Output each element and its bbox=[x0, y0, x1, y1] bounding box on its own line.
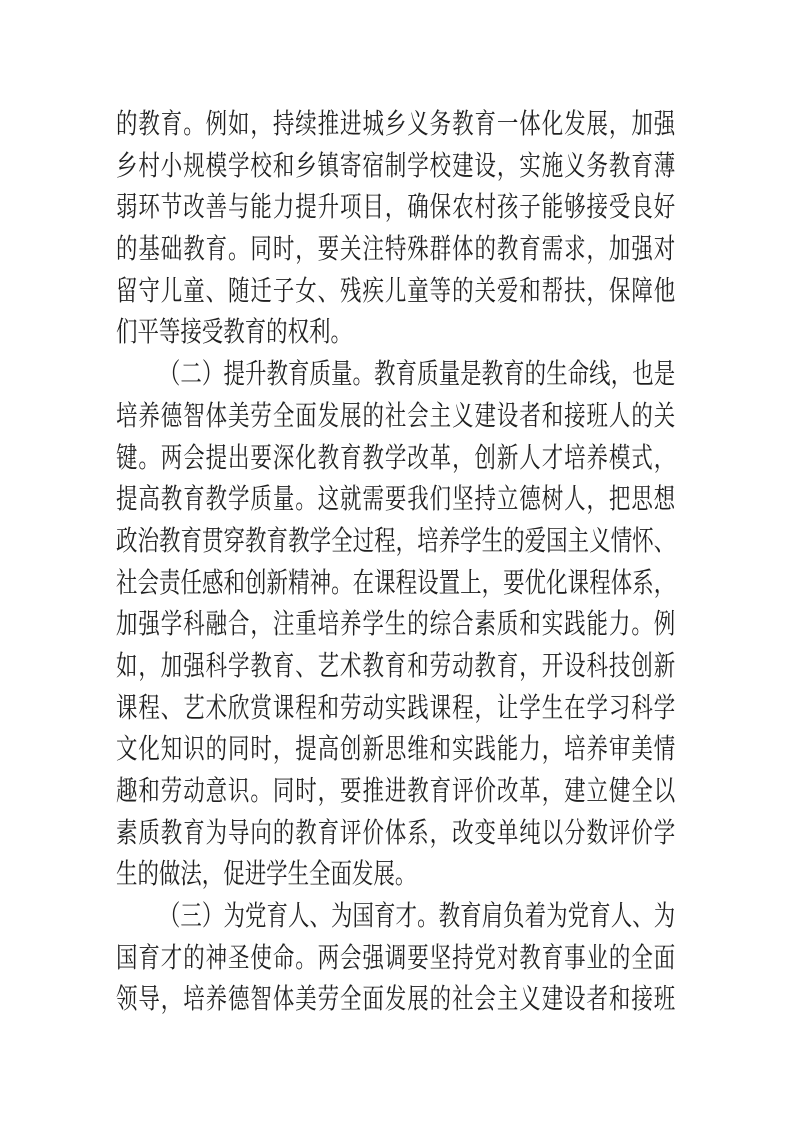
section-heading-line-2: （二）提升教育质量。教育质量是教育的生命线，也是 bbox=[158, 358, 676, 390]
text-line: 文化知识的同时，提高创新思维和实践能力，培养审美情 bbox=[116, 733, 676, 765]
text-line: 的基础教育。同时，要关注特殊群体的教育需求，加强对 bbox=[116, 233, 676, 265]
text-line: 留守儿童、随迁子女、残疾儿童等的关爱和帮扶，保障他 bbox=[116, 274, 676, 306]
document-text-block bbox=[116, 103, 675, 1020]
text-line: 国育才的神圣使命。两会强调要坚持党对教育事业的全面 bbox=[116, 941, 676, 973]
section-heading-line-3: （三）为党育人、为国育才。教育肩负着为党育人、为 bbox=[158, 900, 676, 932]
text-line: 领导，培养德智体美劳全面发展的社会主义建设者和接班 bbox=[116, 983, 676, 1015]
text-line: 政治教育贯穿教育教学全过程，培养学生的爱国主义情怀、 bbox=[116, 524, 676, 556]
text-line: 们平等接受教育的权利。 bbox=[116, 316, 352, 348]
text-line: 趣和劳动意识。同时，要推进教育评价改革，建立健全以 bbox=[116, 775, 676, 806]
text-line: 社会责任感和创新精神。在课程设置上，要优化课程体系， bbox=[116, 566, 676, 598]
text-line: 弱环节改善与能力提升项目，确保农村孩子能够接受良好 bbox=[116, 191, 676, 223]
text-line: 的教育。例如，持续推进城乡义务教育一体化发展，加强 bbox=[116, 108, 676, 139]
text-line: 如，加强科学教育、艺术教育和劳动教育，开设科技创新 bbox=[116, 649, 676, 681]
text-line: 生的做法，促进学生全面发展。 bbox=[116, 858, 417, 890]
text-line: 培养德智体美劳全面发展的社会主义建设者和接班人的关 bbox=[116, 399, 676, 431]
text-line: 加强学科融合，注重培养学生的综合素质和实践能力。例 bbox=[116, 608, 676, 640]
text-line: 乡村小规模学校和乡镇寄宿制学校建设，实施义务教育薄 bbox=[116, 149, 676, 181]
text-line: 课程、艺术欣赏课程和劳动实践课程，让学生在学习科学 bbox=[116, 691, 676, 723]
text-line: 键。两会提出要深化教育教学改革，创新人才培养模式， bbox=[116, 441, 676, 473]
text-line: 素质教育为导向的教育评价体系，改变单纯以分数评价学 bbox=[116, 816, 676, 848]
text-line: 提高教育教学质量。这就需要我们坚持立德树人，把思想 bbox=[116, 483, 676, 515]
